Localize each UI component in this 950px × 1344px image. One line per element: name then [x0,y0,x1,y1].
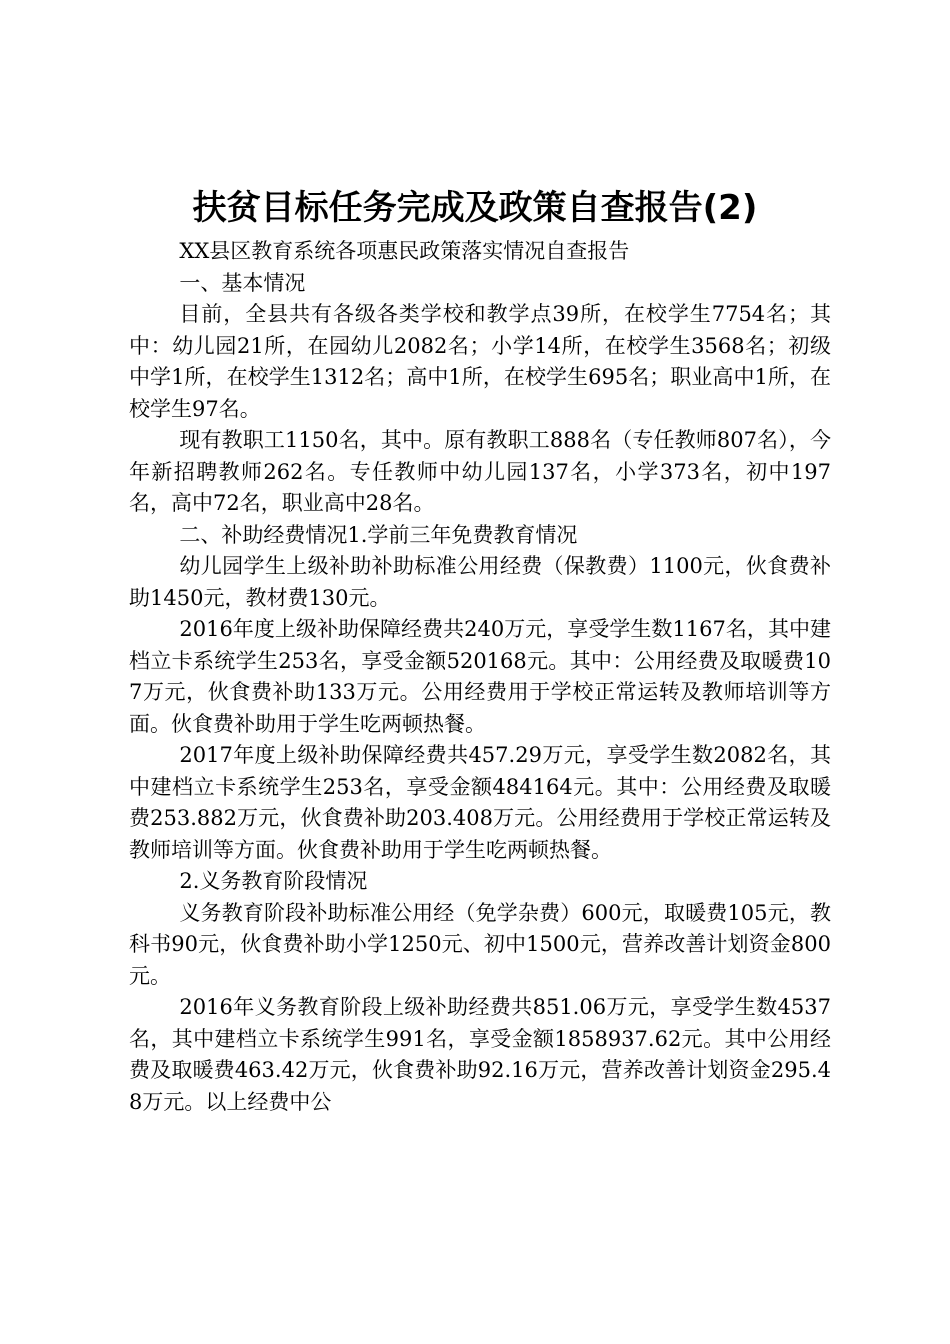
paragraph: 幼儿园学生上级补助补助标准公用经费（保教费）1100元，伙食费补助1450元，教材费130元。 [129,554,831,610]
document-body [129,236,831,1118]
paragraph: 义务教育阶段补助标准公用经（免学杂费）600元，取暖费105元，教科书90元，伙食费补助小学1250元、初中1500元，营养改善计划资金800元。 [129,900,831,988]
document-subtitle: XX县区教育系统各项惠民政策落实情况自查报告 [179,239,630,263]
paragraph: 2016年度上级补助保障经费共240万元，享受学生数1167名，其中建档立卡系统学生253名，享受金额520168元。其中：公用经费及取暖费107万元，伙食费补助133万元。公用经费用于学校正常运转及教师培训等方面。伙食费补助用于学生吃两顿热餐。 [129,617,831,736]
paragraph: 现有教职工1150名，其中。原有教职工888名（专任教师807名），今年新招聘教师262名。专任教师中幼儿园137名，小学373名，初中197名，高中72名，职业高中28名。 [129,428,831,515]
paragraph: 2017年度上级补助保障经费共457.29万元，享受学生数2082名，其中建档立卡系统学生253名，享受金额484164元。其中：公用经费及取暖费253.882万元，伙食费补助203.408万元。公用经费用于学校正常运转及教师培训等方面。伙食费补助用于学生吃两顿热餐。 [129,743,831,862]
document-title: 扶贫目标任务完成及政策自查报告(2) [192,188,758,228]
paragraph: 2016年义务教育阶段上级补助经费共851.06万元，享受学生数4537名，其中建档立卡系统学生991名，享受金额1858937.62元。其中公用经费及取暖费463.42万元，伙食费补助92.16万元，营养改善计划资金295.48万元。以上经费中公 [129,995,831,1114]
paragraph: 一、基本情况 [179,270,306,295]
paragraph: 目前，全县共有各级各类学校和教学点39所，在校学生7754名；其中：幼儿园21所，在园幼儿2082名；小学14所，在校学生3568名；初级中学1所，在校学生1312名；高中1所，在校学生695名；职业高中1所，在校学生97名。 [129,302,831,421]
paragraph: 2.义务教育阶段情况 [179,869,368,893]
paragraph: 二、补助经费情况1.学前三年免费教育情况 [179,522,578,547]
